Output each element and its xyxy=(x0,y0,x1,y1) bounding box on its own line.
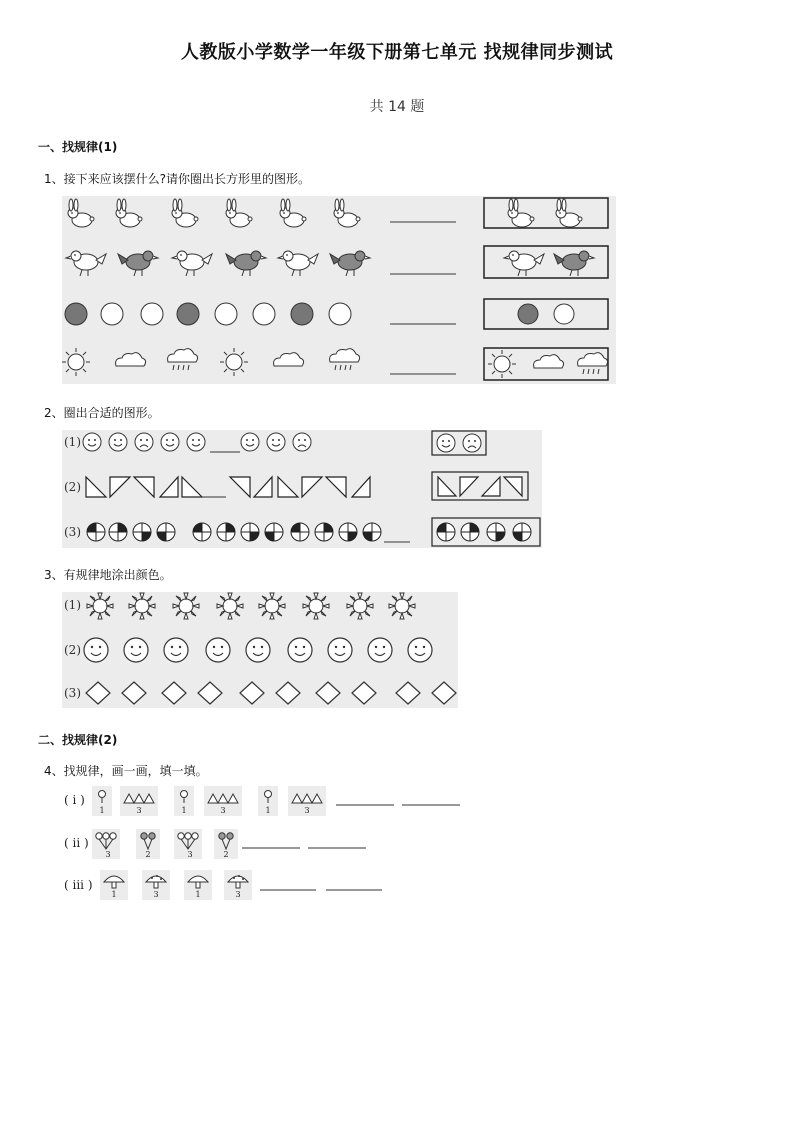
q4-number: 1 xyxy=(99,806,105,815)
quartered-circle-icon xyxy=(217,523,235,541)
sun-icon xyxy=(259,593,285,619)
smiley-icon xyxy=(84,638,108,662)
circle-light xyxy=(554,304,574,324)
q4-number: 1 xyxy=(111,890,117,899)
smiley-icon xyxy=(267,433,285,451)
circle-light xyxy=(253,303,275,325)
smiley-icon xyxy=(408,638,432,662)
quartered-circle-icon xyxy=(315,523,333,541)
smiley-icon xyxy=(109,433,127,451)
circle-dark xyxy=(177,303,199,325)
quartered-circle-icon xyxy=(133,523,151,541)
smiley-icon xyxy=(328,638,352,662)
smiley-icon xyxy=(161,433,179,451)
sad-face-icon xyxy=(463,434,481,452)
section-title-2: 二、找规律(2) xyxy=(38,733,118,747)
quartered-circle-icon xyxy=(87,523,105,541)
sun-icon xyxy=(129,593,155,619)
q4-number: 3 xyxy=(220,806,226,815)
circle-light xyxy=(141,303,163,325)
q3-label-3: (3) xyxy=(64,686,81,700)
smiley-icon xyxy=(288,638,312,662)
smiley-icon xyxy=(241,433,259,451)
section-title-1: 一、找规律(1) xyxy=(38,140,118,154)
q4-number: 3 xyxy=(187,850,193,859)
smiley-icon xyxy=(187,433,205,451)
smiley-icon xyxy=(164,638,188,662)
smiley-icon xyxy=(437,434,455,452)
question-4-figure xyxy=(92,784,472,902)
sun-icon xyxy=(347,593,373,619)
smiley-icon xyxy=(206,638,230,662)
quartered-circle-icon xyxy=(513,523,531,541)
quartered-circle-icon xyxy=(241,523,259,541)
q4-number: 2 xyxy=(145,850,151,859)
circle-light xyxy=(329,303,351,325)
q4-label-3: ( iii ) xyxy=(64,878,93,892)
smiley-icon xyxy=(83,433,101,451)
q4-number: 3 xyxy=(304,806,310,815)
q4-number: 3 xyxy=(153,890,159,899)
q4-number: 1 xyxy=(195,890,201,899)
question-2-figure xyxy=(62,430,542,548)
quartered-circle-icon xyxy=(157,523,175,541)
sun-icon xyxy=(303,593,329,619)
quartered-circle-icon xyxy=(461,523,479,541)
circle-dark xyxy=(291,303,313,325)
circle-dark xyxy=(65,303,87,325)
sad-face-icon xyxy=(135,433,153,451)
q4-number: 1 xyxy=(181,806,187,815)
q2-label-2: (2) xyxy=(64,480,81,494)
quartered-circle-icon xyxy=(487,523,505,541)
q2-label-1: (1) xyxy=(64,435,81,449)
circle-light xyxy=(101,303,123,325)
sun-icon xyxy=(389,593,415,619)
smiley-icon xyxy=(124,638,148,662)
smiley-icon xyxy=(368,638,392,662)
q4-number: 2 xyxy=(223,850,229,859)
q4-number: 3 xyxy=(235,890,241,899)
quartered-circle-icon xyxy=(265,523,283,541)
q4-number: 3 xyxy=(136,806,142,815)
q4-label-1: ( i ) xyxy=(64,793,85,807)
q4-label-2: ( ii ) xyxy=(64,836,89,850)
smiley-icon xyxy=(246,638,270,662)
circle-dark xyxy=(518,304,538,324)
q4-number: 1 xyxy=(265,806,271,815)
quartered-circle-icon xyxy=(291,523,309,541)
quartered-circle-icon xyxy=(193,523,211,541)
sun-icon xyxy=(87,593,113,619)
q3-label-1: (1) xyxy=(64,598,81,612)
q4-number: 3 xyxy=(105,850,111,859)
question-4-text: 4、找规律，画一画，填一填。 xyxy=(44,764,208,778)
question-3-figure xyxy=(62,592,458,708)
q2-label-3: (3) xyxy=(64,525,81,539)
sun-icon xyxy=(217,593,243,619)
sun-icon xyxy=(173,593,199,619)
quartered-circle-icon xyxy=(363,523,381,541)
question-count: 共 14 题 xyxy=(369,99,425,115)
question-3-text: 3、有规律地涂出颜色。 xyxy=(44,568,172,582)
question-2-text: 2、圈出合适的图形。 xyxy=(44,406,160,420)
question-1-text: 1、接下来应该摆什么?请你圈出长方形里的图形。 xyxy=(44,172,311,186)
q3-label-2: (2) xyxy=(64,643,81,657)
quartered-circle-icon xyxy=(339,523,357,541)
page-title: 人教版小学数学一年级下册第七单元 找规律同步测试 xyxy=(180,42,614,63)
quartered-circle-icon xyxy=(437,523,455,541)
quartered-circle-icon xyxy=(109,523,127,541)
circle-light xyxy=(215,303,237,325)
question-1-figure xyxy=(62,196,616,384)
sad-face-icon xyxy=(293,433,311,451)
